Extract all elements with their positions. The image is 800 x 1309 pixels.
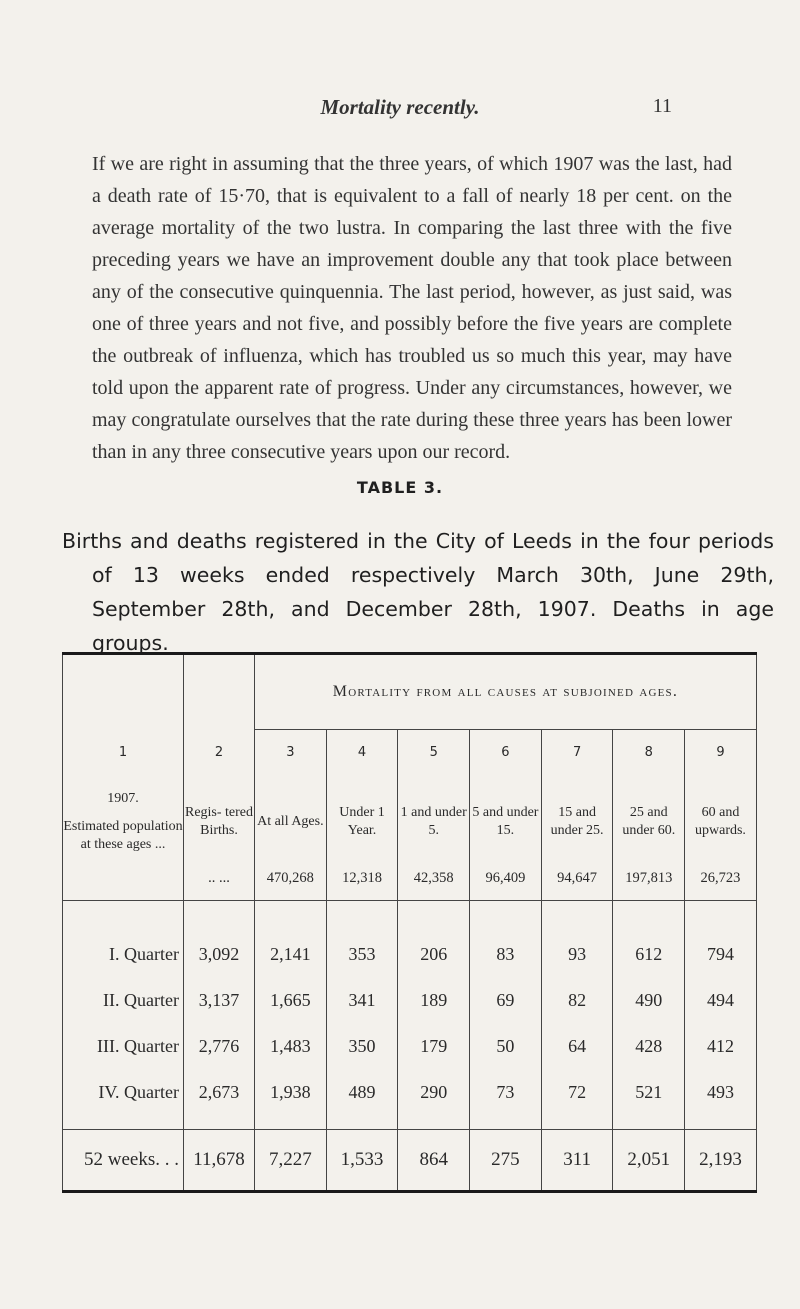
- population-cell: 42,358: [398, 870, 470, 901]
- table-cell: 428: [613, 1023, 685, 1069]
- column-number-row: [63, 730, 757, 774]
- total-cell: 2,193: [685, 1130, 757, 1192]
- total-cell: 864: [398, 1130, 470, 1192]
- table-cell: 3,137: [184, 977, 255, 1023]
- column-number: 9: [685, 730, 757, 774]
- table-cell: 2,776: [184, 1023, 255, 1069]
- table-cell: 50: [470, 1023, 542, 1069]
- column-number: 6: [470, 730, 542, 774]
- quarter-row: [63, 1023, 757, 1069]
- table-cell: 1,483: [255, 1023, 327, 1069]
- total-label: 52 weeks. . .: [63, 1130, 184, 1192]
- total-cell: 7,227: [255, 1130, 327, 1192]
- table-cell: 490: [613, 977, 685, 1023]
- population-cell: 26,723: [685, 870, 757, 901]
- column-header: 1 and under 5.: [398, 774, 470, 870]
- total-cell: 1,533: [326, 1130, 398, 1192]
- population-cell: .. ...: [184, 870, 255, 901]
- table-cell: 2,141: [255, 931, 327, 977]
- page-number: 11: [652, 95, 672, 117]
- table-cell: 353: [326, 931, 398, 977]
- table-cell: 83: [470, 931, 542, 977]
- column-number: 5: [398, 730, 470, 774]
- table-label: TABLE 3.: [356, 478, 444, 497]
- table-cell: 612: [613, 931, 685, 977]
- column-header: At all Ages.: [255, 774, 327, 870]
- column-number: 4: [326, 730, 398, 774]
- body-paragraph: If we are right in assuming that the three years, of which 1907 was the last, had a death rate of 15·70, that is equivalent to a fall of nearly 18 per cent. on the average mortality of the two lustra. In comparing the last three with the five preceding years we have an improvement double any that took place between any of the consecutive quinquennia. The last period, however, as just said, was one of three years and not five, and possibly before the five years are complete the outbreak of influenza, which has troubled us so much this year, may have told upon the apparent rate of progress. Under any circumstances, however, we may congratulate ourselves that the rate during these three years has been lower than in any three consecutive years upon our record.: [92, 153, 732, 463]
- table-cell: 290: [398, 1069, 470, 1115]
- year-header-cell: [63, 774, 184, 870]
- population-cell: 12,318: [326, 870, 398, 901]
- table-cell: 1,665: [255, 977, 327, 1023]
- column-number: 3: [255, 730, 327, 774]
- table-cell: 412: [685, 1023, 757, 1069]
- quarter-row: [63, 1069, 757, 1115]
- population-cell: 197,813: [613, 870, 685, 901]
- column-number: 7: [541, 730, 613, 774]
- mortality-table: [62, 652, 757, 1193]
- column-header: 5 and under 15.: [470, 774, 542, 870]
- column-header: 15 and under 25.: [541, 774, 613, 870]
- column-number: 8: [613, 730, 685, 774]
- column-header: 60 and upwards.: [685, 774, 757, 870]
- quarter-label: I. Quarter: [63, 931, 184, 977]
- year-label: 1907.: [107, 791, 139, 806]
- blank-corner-cell: [63, 654, 184, 731]
- population-cell: 470,268: [255, 870, 327, 901]
- table-cell: 93: [541, 931, 613, 977]
- total-cell: 311: [541, 1130, 613, 1192]
- table-cell: 206: [398, 931, 470, 977]
- column-header: Under 1 Year.: [326, 774, 398, 870]
- population-cell: 96,409: [470, 870, 542, 901]
- table-caption: Births and deaths registered in the City of Leeds in the four periods of 13 weeks ended respectively March 30th, June 29th, September 28th, and December 28th, 1907. Deaths in age groups.: [62, 529, 774, 655]
- total-cell: 275: [470, 1130, 542, 1192]
- table-cell: 489: [326, 1069, 398, 1115]
- quarter-label: II. Quarter: [63, 977, 184, 1023]
- column-number: 2: [184, 730, 255, 774]
- table-cell: 69: [470, 977, 542, 1023]
- quarter-label: IV. Quarter: [63, 1069, 184, 1115]
- column-number: 1: [63, 730, 184, 774]
- table-cell: 64: [541, 1023, 613, 1069]
- column-header: 25 and under 60.: [613, 774, 685, 870]
- column-header-row: [63, 774, 757, 870]
- population-cell: 94,647: [541, 870, 613, 901]
- running-head: [0, 95, 800, 125]
- table-cell: 3,092: [184, 931, 255, 977]
- total-cell: 11,678: [184, 1130, 255, 1192]
- table-cell: 179: [398, 1023, 470, 1069]
- blank-births-cell: [184, 654, 255, 731]
- total-cell: 2,051: [613, 1130, 685, 1192]
- table-cell: 341: [326, 977, 398, 1023]
- column-header: Regis- tered Births.: [184, 774, 255, 870]
- table-cell: 521: [613, 1069, 685, 1115]
- quarter-row: [63, 977, 757, 1023]
- running-title: Mortality recently.: [320, 95, 480, 119]
- table-cell: 189: [398, 977, 470, 1023]
- table-cell: 2,673: [184, 1069, 255, 1115]
- table-cell: 493: [685, 1069, 757, 1115]
- table-cell: 794: [685, 931, 757, 977]
- table-cell: 82: [541, 977, 613, 1023]
- table-cell: 350: [326, 1023, 398, 1069]
- quarter-label: III. Quarter: [63, 1023, 184, 1069]
- super-header: Mortality from all causes at subjoined ages.: [255, 655, 756, 730]
- table-cell: 1,938: [255, 1069, 327, 1115]
- population-label: Estimated population at these ages ...: [63, 819, 183, 852]
- table-cell: 73: [470, 1069, 542, 1115]
- table-cell: 72: [541, 1069, 613, 1115]
- total-row: [63, 1130, 757, 1192]
- population-row: [63, 870, 757, 901]
- table-cell: 494: [685, 977, 757, 1023]
- quarter-row: [63, 931, 757, 977]
